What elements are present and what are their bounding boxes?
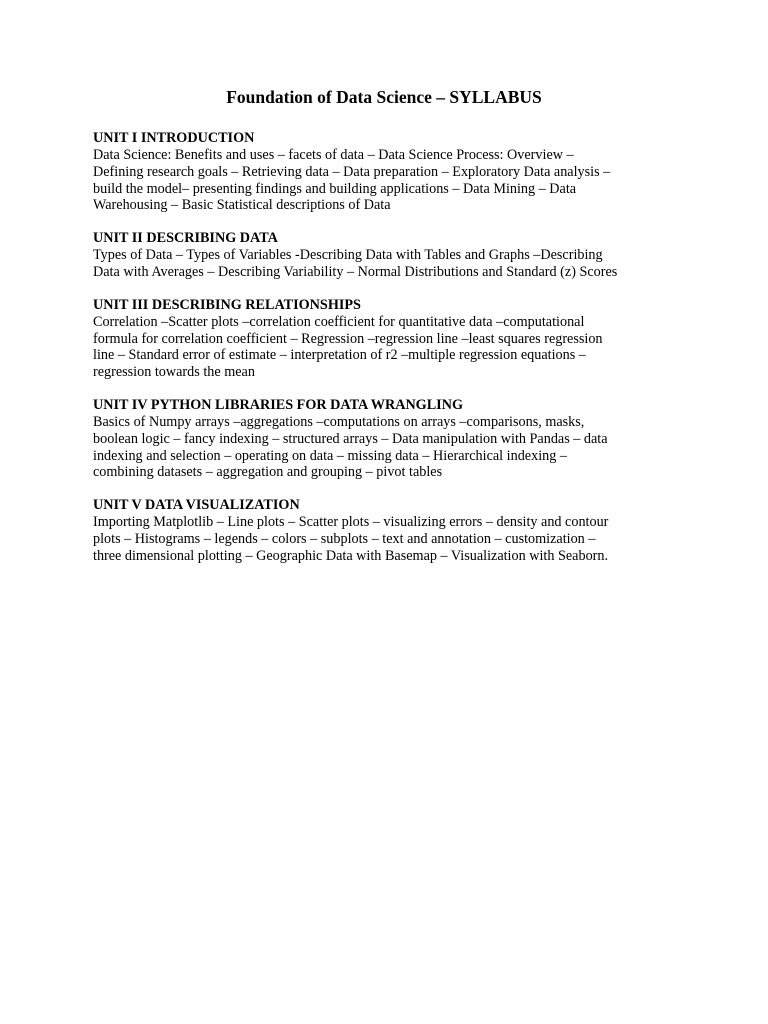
unit-1-heading: UNIT I INTRODUCTION — [93, 130, 255, 146]
unit-1-line: Warehousing – Basic Statistical descriptions of Data — [93, 197, 391, 214]
unit-3-section — [93, 297, 675, 381]
unit-4-section — [93, 397, 675, 481]
unit-5-line: plots – Histograms – legends – colors – subplots – text and annotation – customization – — [93, 530, 596, 547]
unit-1-line: build the model– presenting findings and building applications – Data Mining – Data — [93, 180, 577, 197]
unit-3-line: Correlation –Scatter plots –correlation coefficient for quantitative data –computational — [93, 313, 585, 330]
unit-1-body — [93, 147, 675, 214]
unit-2-line: Types of Data – Types of Variables -Describing Data with Tables and Graphs –Describing — [93, 247, 603, 264]
unit-3-line: line – Standard error of estimate – interpretation of r2 –multiple regression equations – — [93, 347, 586, 364]
unit-2-body — [93, 247, 675, 281]
unit-4-line: Basics of Numpy arrays –aggregations –computations on arrays –comparisons, masks, — [93, 413, 585, 430]
unit-5-heading: UNIT V DATA VISUALIZATION — [93, 497, 300, 514]
unit-1-line: Data Science: Benefits and uses – facets of data – Data Science Process: Overview – — [93, 147, 574, 163]
unit-2-section — [93, 230, 675, 281]
unit-3-heading: UNIT III DESCRIBING RELATIONSHIPS — [93, 296, 361, 313]
unit-4-body — [93, 414, 675, 481]
unit-5-section — [93, 497, 675, 564]
unit-1-line: Defining research goals – Retrieving data – Data preparation – Exploratory Data analysis – — [93, 163, 611, 180]
unit-3-body — [93, 314, 675, 381]
unit-3-line: formula for correlation coefficient – Regression –regression line –least squares regression — [93, 330, 603, 347]
unit-4-line: indexing and selection – operating on data – missing data – Hierarchical indexing – — [93, 447, 567, 464]
document-title: Foundation of Data Science – SYLLABUS — [226, 87, 542, 107]
unit-4-heading: UNIT IV PYTHON LIBRARIES FOR DATA WRANGLING — [93, 396, 463, 413]
document-page — [93, 86, 675, 581]
unit-4-line: boolean logic – fancy indexing – structured arrays – Data manipulation with Pandas – data — [93, 430, 608, 447]
unit-5-body — [93, 514, 675, 564]
unit-2-line: Data with Averages – Describing Variability – Normal Distributions and Standard (z) Scores — [93, 263, 618, 280]
unit-2-heading: UNIT II DESCRIBING DATA — [93, 230, 278, 247]
unit-5-line: Importing Matplotlib – Line plots – Scatter plots – visualizing errors – density and contour — [93, 514, 609, 531]
unit-5-line: three dimensional plotting – Geographic Data with Basemap – Visualization with Seaborn. — [93, 547, 609, 564]
unit-3-line: regression towards the mean — [93, 364, 255, 381]
unit-4-line: combining datasets – aggregation and grouping – pivot tables — [93, 464, 443, 481]
unit-1-section — [93, 130, 675, 214]
